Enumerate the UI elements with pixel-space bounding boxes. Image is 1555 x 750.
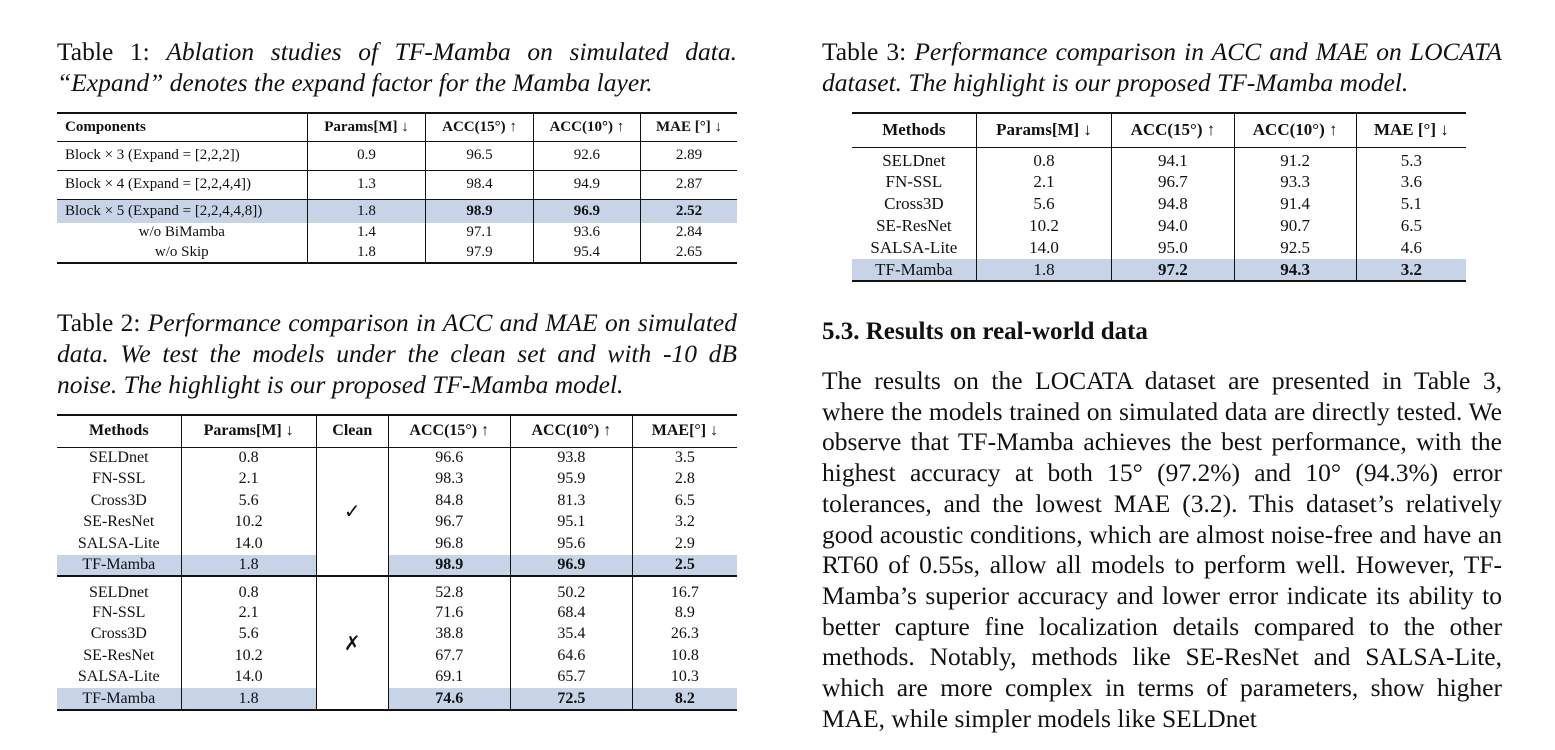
table-row: FN-SSL 2.1 98.3 95.9 2.8 bbox=[57, 469, 737, 491]
table-row: FN-SSL 2.1 71.6 68.4 8.9 bbox=[57, 602, 737, 624]
table-row: SE-ResNet 10.2 67.7 64.6 10.8 bbox=[57, 645, 737, 667]
table1 bbox=[57, 112, 737, 264]
table-row: Block × 4 (Expand = [2,2,4,4]) 1.3 98.4 94.9 2.87 bbox=[57, 170, 737, 199]
table3-caption-text: Performance comparison in ACC and MAE on LOCATA dataset. The highlight is our proposed TF-Mamba model. bbox=[822, 37, 1502, 97]
table2-header: MAE[°] ↓ bbox=[632, 415, 737, 447]
table2-header: ACC(10°) ↑ bbox=[510, 415, 632, 447]
table-row: SALSA-Lite 14.0 95.0 92.5 4.6 bbox=[852, 237, 1466, 259]
table1-header: Components bbox=[65, 118, 146, 135]
table-row: SE-ResNet 10.2 94.0 90.7 6.5 bbox=[852, 215, 1466, 237]
table-row: SELDnet 0.8 94.1 91.2 5.3 bbox=[852, 147, 1466, 171]
table-row: SE-ResNet 10.2 96.7 95.1 3.2 bbox=[57, 512, 737, 534]
table1-caption bbox=[57, 36, 737, 98]
table-row: SELDnet 0.8 ✗ 52.8 50.2 16.7 bbox=[57, 576, 737, 602]
table3-header: MAE [°] ↓ bbox=[1356, 113, 1466, 147]
table1-header: Params[M] ↓ bbox=[307, 113, 426, 141]
table1-header: MAE [°] ↓ bbox=[640, 113, 737, 141]
table3-header: Params[M] ↓ bbox=[976, 113, 1112, 147]
table2-caption-text: Performance comparison in ACC and MAE on simulated data. We test the models under the clean set and with -10 dB noise. The highlight is our proposed TF-Mamba model. bbox=[57, 308, 737, 399]
table2 bbox=[57, 414, 737, 711]
table-row: Block × 3 (Expand = [2,2,2]) 0.9 96.5 92.6 2.89 bbox=[57, 141, 737, 170]
table-row-highlight: TF-Mamba 1.8 74.6 72.5 8.2 bbox=[57, 688, 737, 710]
table3 bbox=[852, 112, 1466, 282]
table3-header: ACC(10°) ↑ bbox=[1234, 113, 1356, 147]
table1-label: Table 1: bbox=[57, 37, 150, 66]
section-paragraph: The results on the LOCATA dataset are presented in Table 3, where the models trained on simulated data are directly tested. We observe that TF-Mamba achieves the best performance, with the highest accuracy at both 15° (97.2%) and 10° (94.3%) error tolerances, and the lowest MAE (3.2). This dataset’s relatively good acoustic conditions, which are almost noise-free and have an RT60 of 0.55s, allow all models to perform well. However, TF-Mamba’s superior accuracy and lower error indicate its ability to better capture fine localization details compared to the other methods. Notably, methods like SE-ResNet and SALSA-Lite, which are more complex in terms of parameters, show higher MAE, while simpler models like SELDnet bbox=[822, 366, 1502, 733]
section-heading: 5.3. Results on real-world data bbox=[822, 318, 1148, 345]
table2-caption bbox=[57, 307, 737, 400]
table2-header: Params[M] ↓ bbox=[181, 415, 316, 447]
table-row: FN-SSL 2.1 96.7 93.3 3.6 bbox=[852, 171, 1466, 193]
table-row: Cross3D 5.6 38.8 35.4 26.3 bbox=[57, 624, 737, 646]
table-row: w/o BiMamba 1.4 97.1 93.6 2.84 bbox=[57, 223, 737, 242]
clean-check-mark: ✓ bbox=[316, 447, 388, 576]
table3-caption bbox=[822, 36, 1502, 98]
table-row: Cross3D 5.6 94.8 91.4 5.1 bbox=[852, 193, 1466, 215]
table-row: Cross3D 5.6 84.8 81.3 6.5 bbox=[57, 490, 737, 512]
table1-header: ACC(10°) ↑ bbox=[533, 113, 640, 141]
noisy-cross-mark: ✗ bbox=[316, 576, 388, 710]
table2-label: Table 2: bbox=[57, 308, 141, 337]
table-row: SALSA-Lite 14.0 69.1 65.7 10.3 bbox=[57, 667, 737, 689]
table2-header: ACC(15°) ↑ bbox=[388, 415, 510, 447]
table3-header: Methods bbox=[882, 120, 946, 140]
table-row-highlight: TF-Mamba 1.8 97.2 94.3 3.2 bbox=[852, 259, 1466, 281]
table-row: SELDnet 0.8 ✓ 96.6 93.8 3.5 bbox=[57, 447, 737, 469]
table2-header: Clean bbox=[316, 415, 388, 447]
table2-header: Methods bbox=[88, 422, 149, 440]
table-row-highlight: Block × 5 (Expand = [2,2,4,4,8]) 1.8 98.9 96.9 2.52 bbox=[57, 199, 737, 223]
table-row: SALSA-Lite 14.0 96.8 95.6 2.9 bbox=[57, 533, 737, 555]
table1-header: ACC(15°) ↑ bbox=[426, 113, 533, 141]
table1-caption-text: Ablation studies of TF-Mamba on simulated data. “Expand” denotes the expand factor for the Mamba layer. bbox=[57, 37, 738, 97]
table-row: w/o Skip 1.8 97.9 95.4 2.65 bbox=[57, 242, 737, 263]
table3-header: ACC(15°) ↑ bbox=[1112, 113, 1234, 147]
table-row-highlight: TF-Mamba 1.8 98.9 96.9 2.5 bbox=[57, 555, 737, 577]
table3-label: Table 3: bbox=[822, 37, 907, 66]
